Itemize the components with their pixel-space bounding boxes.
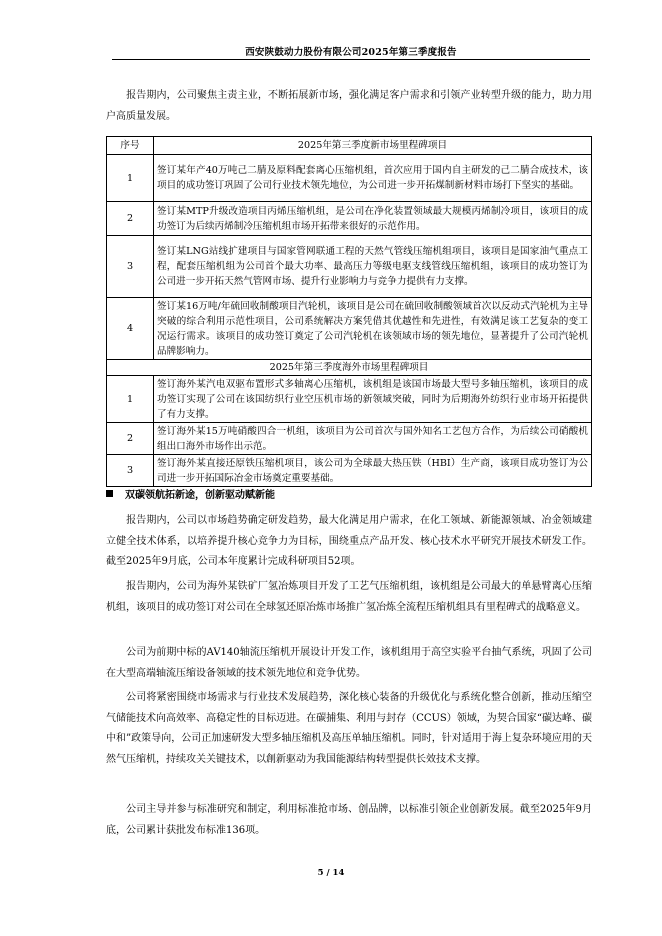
intro-paragraph-text: 报告期内，公司聚焦主责主业，不断拓展新市场，强化满足客户需求和引领产业转型升级的能力，助力用户高质量发展。 (106, 90, 592, 122)
col-title-header: 2025年第三季度新市场里程碑项目 (154, 137, 592, 155)
body-paragraph (106, 688, 592, 770)
header-rule (112, 59, 590, 60)
table-row (107, 298, 592, 360)
body-paragraph-text: 报告期内，公司以市场趋势确定研发趋势，最大化满足用户需求，在化工领域、新能源领域、冶金领域建立健全技术体系，以培养提升核心竞争力为目标，围绕重点产品开发、核心技术水平研究开展技术研发工作。截至2025年9月底，公司本年度累计完成科研项目52项。 (106, 515, 592, 567)
row-description: 签订某MTP升级改造项目丙烯压缩机组，是公司在净化装置领域最大规模丙烯制冷项目，该项目的成功签订为后续丙烯制冷压缩机组市场开拓带来很好的示范作用。 (154, 202, 592, 236)
row-description: 签订某16万吨/年硫回收制酸项目汽轮机，该项目是公司在硫回收制酸领域首次以反动式汽轮机为主导突破的综合利用示范性项目，公司系统解决方案凭借其优越性和先进性，有效满足该工艺复杂的变工况运行需求。该项目的成功签订奠定了公司汽轮机在该领域市场的领先地位，显著提升了公司汽轮机品牌影响力。 (154, 298, 592, 360)
intro-paragraph (106, 86, 592, 127)
row-description: 签订某年产40万吨己二腈及原料配套离心压缩机组，首次应用于国内自主研发的己二腈合成技术，该项目的成功签订巩固了公司行业技术领先地位，为公司进一步开拓煤制新材料市场打下坚实的基础。 (154, 155, 592, 202)
table-row (107, 455, 592, 487)
table-header-row (107, 137, 592, 155)
row-number: 4 (107, 298, 154, 360)
row-number: 1 (107, 376, 154, 423)
square-bullet-icon (106, 490, 113, 497)
milestone-table (106, 136, 592, 487)
body-paragraph-text: 公司为前期中标的AV140轴流压缩机开展设计开发工作，该机组用于高空实验平台抽气系统，巩固了公司在大型高端轴流压缩设备领域的技术领先地位和竞争优势。 (106, 647, 592, 679)
row-description: 签订海外某15万吨硝酸四合一机组，该项目为公司首次与国外知名工艺包方合作，为后续公司硝酸机组出口海外市场作出示范。 (154, 423, 592, 455)
body-paragraph (106, 800, 592, 841)
body-paragraph (106, 577, 592, 618)
row-number: 2 (107, 202, 154, 236)
table-row (107, 236, 592, 298)
section-heading (106, 486, 275, 501)
page-number: 5 / 14 (317, 868, 345, 878)
table-row (107, 423, 592, 455)
table-row (107, 376, 592, 423)
col-index-header: 序号 (107, 137, 154, 155)
row-description: 签订海外某汽电双驱布置形式多轴离心压缩机，该机组是该国市场最大型号多轴压缩机，该项目的成功签订实现了公司在该国纺织行业空压机市场的新领域突破，同时为后期海外纺织行业市场开拓提供了有力支撑。 (154, 376, 592, 423)
overseas-section-title: 2025年第三季度海外市场里程碑项目 (107, 360, 592, 376)
row-number: 3 (107, 455, 154, 487)
section-heading-text: 双碳领航拓新途，创新驱动赋新能 (125, 490, 275, 501)
body-paragraph (106, 643, 592, 684)
body-paragraph (106, 511, 592, 573)
table-row (107, 202, 592, 236)
body-paragraph-text: 公司将紧密围绕市场需求与行业技术发展趋势，深化核心装备的升级优化与系统化整合创新，推动压缩空气储能技术向高效率、高稳定性的目标迈进。在碳捕集、利用与封存（CCUS）领域，为契合国家“碳达峰、碳中和”政策导向，公司正加速研发大型多轴压缩机及高压单轴压缩机。同时，针对适用于海上复杂环境应用的天然气压缩机，持续攻关关键技术，以創新驱动为我国能源结构转型提供长效技术支撑。 (106, 692, 592, 765)
body-paragraph-text: 公司主导并参与标准研究和制定，利用标准抢市场、创品牌，以标准引领企业创新发展。截至2025年9月底，公司累计获批发布标准136项。 (106, 804, 592, 836)
table-section-row (107, 360, 592, 376)
row-number: 3 (107, 236, 154, 298)
table-row (107, 155, 592, 202)
row-description: 签订某LNG站线扩建项目与国家管网联通工程的天然气管线压缩机组项目，该项目是国家油气重点工程，配套压缩机组为公司首个最大功率、最高压力等级电驱支线管线压缩机组，该项目的成功签订为公司进一步开拓天然气管网市场、提升行业影响力与竞争力提供有力支撑。 (154, 236, 592, 298)
row-number: 2 (107, 423, 154, 455)
page-header-title: 西安陕鼓动力股份有限公司2025年第三季度报告 (245, 47, 457, 58)
row-number: 1 (107, 155, 154, 202)
body-paragraph-text: 报告期内，公司为海外某铁矿厂氢冶炼项目开发了工艺气压缩机组，该机组是公司最大的单悬臂离心压缩机组，该项目的成功签订对公司在全球氢还原冶炼市场推广氢冶炼全流程压缩机组具有里程碑式的战略意义。 (106, 581, 592, 613)
row-description: 签订海外某直接还原铁压缩机项目，该公司为全球最大热压铁（HBI）生产商，该项目成功签订为公司进一步开拓国际冶金市场奠定重要基础。 (154, 455, 592, 487)
